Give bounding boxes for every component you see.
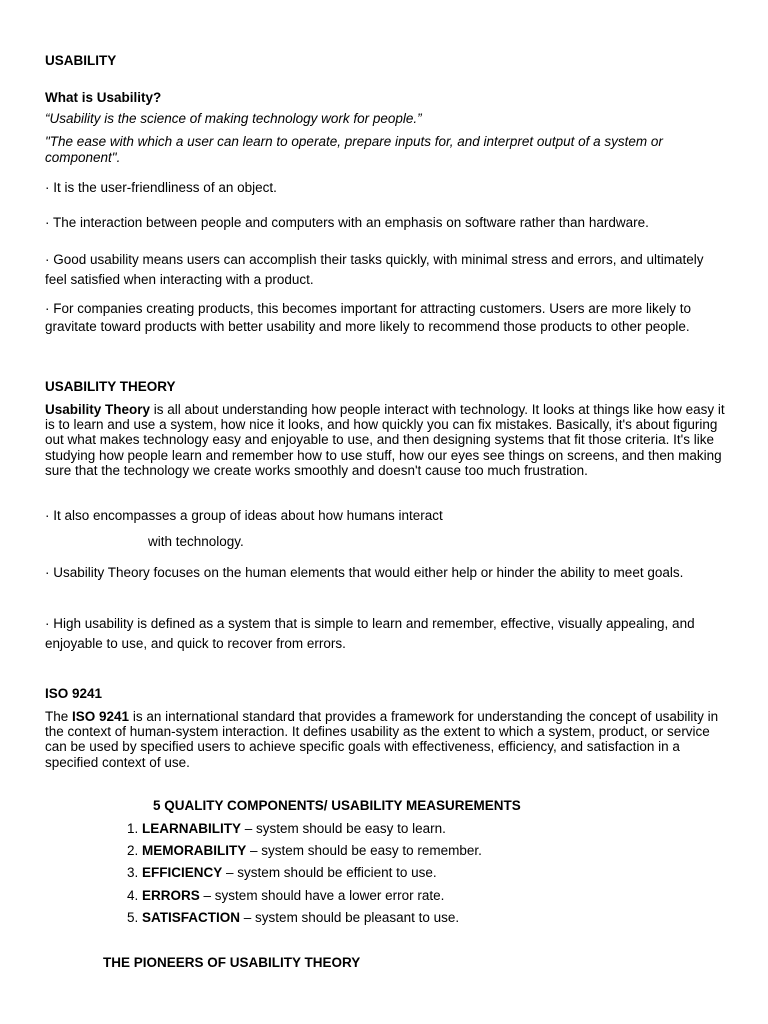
iso-text: is an international standard that provides a framework for understanding the concept of usability in the context of human-system interaction. It defines usability as the extent to which a system, product, or service can be used by specified users to achieve specific goals with effectiveness, efficiency, and satisfaction in a specified context of use.	[45, 709, 719, 770]
list-term: LEARNABILITY	[142, 821, 242, 836]
list-item	[127, 865, 687, 881]
list-term: ERRORS	[142, 888, 200, 903]
list-desc: – system should be efficient to use.	[222, 865, 437, 880]
usability-theory-text: is all about understanding how people interact with technology. It looks at things like how easy it is to learn and use a system, how nice it looks, and how quickly you can fix mistakes. Basically, it's about figuring out what makes technology easy and enjoyable to use, and then designing systems that fit those criteria. It's like studying how people learn and remember how to use stuff, how our eyes see things on screens, and then making sure that the technology we create works smoothly and doesn't cause too much frustration.	[45, 402, 725, 478]
bullet-companies: · For companies creating products, this becomes important for attracting customers. Users are more likely to gravitate toward products with better usability and more likely to recommend those products to other people.	[45, 301, 691, 334]
heading-usability: USABILITY	[45, 53, 117, 68]
quote-ease: "The ease with which a user can learn to operate, prepare inputs for, and interpret output of a system or component".	[45, 134, 663, 165]
list-item	[127, 910, 687, 926]
list-number: 3.	[127, 865, 139, 880]
bullet-good-usability: · Good usability means users can accomplish their tasks quickly, with minimal stress and errors, and ultimately feel satisfied when interacting with a product.	[45, 252, 704, 287]
list-term: MEMORABILITY	[142, 843, 247, 858]
list-desc: – system should have a lower error rate.	[199, 888, 445, 903]
bullet-user-friendliness: · It is the user-friendliness of an object.	[45, 180, 277, 195]
bullet-human-elements: · Usability Theory focuses on the human elements that would either help or hinder the ability to meet goals.	[45, 565, 684, 580]
bullet-high-usability: · High usability is defined as a system that is simple to learn and remember, effective, visually appealing, and enjoyable to use, and quick to recover from errors.	[45, 616, 695, 651]
list-desc: – system should be easy to remember.	[246, 843, 482, 858]
list-number: 2.	[127, 843, 139, 858]
heading-quality-components: 5 QUALITY COMPONENTS/ USABILITY MEASUREMENTS	[153, 798, 521, 813]
list-number: 1.	[127, 821, 139, 836]
term-iso-9241: ISO 9241	[72, 709, 130, 724]
bullet-encompasses: · It also encompasses a group of ideas about how humans interact	[45, 508, 443, 523]
list-number: 5.	[127, 910, 139, 925]
list-item	[127, 843, 687, 859]
heading-iso-9241: ISO 9241	[45, 686, 103, 701]
bullet-interaction: · The interaction between people and computers with an emphasis on software rather than hardware.	[45, 215, 649, 230]
quote-science: “Usability is the science of making technology work for people.”	[45, 111, 422, 126]
heading-pioneers: THE PIONEERS OF USABILITY THEORY	[103, 955, 361, 970]
list-number: 4.	[127, 888, 139, 903]
paragraph-iso-9241	[45, 709, 725, 770]
term-usability-theory: Usability Theory	[45, 402, 151, 417]
list-desc: – system should be pleasant to use.	[240, 910, 460, 925]
heading-usability-theory: USABILITY THEORY	[45, 379, 176, 394]
list-item	[127, 821, 687, 837]
bullet-encompasses-cont: with technology.	[148, 534, 244, 549]
list-desc: – system should be easy to learn.	[241, 821, 446, 836]
heading-what-is-usability: What is Usability?	[45, 90, 162, 105]
paragraph-usability-theory	[45, 402, 725, 478]
list-item	[127, 888, 687, 904]
list-term: SATISFACTION	[142, 910, 241, 925]
list-term: EFFICIENCY	[142, 865, 223, 880]
iso-text-pre: The	[45, 709, 73, 724]
